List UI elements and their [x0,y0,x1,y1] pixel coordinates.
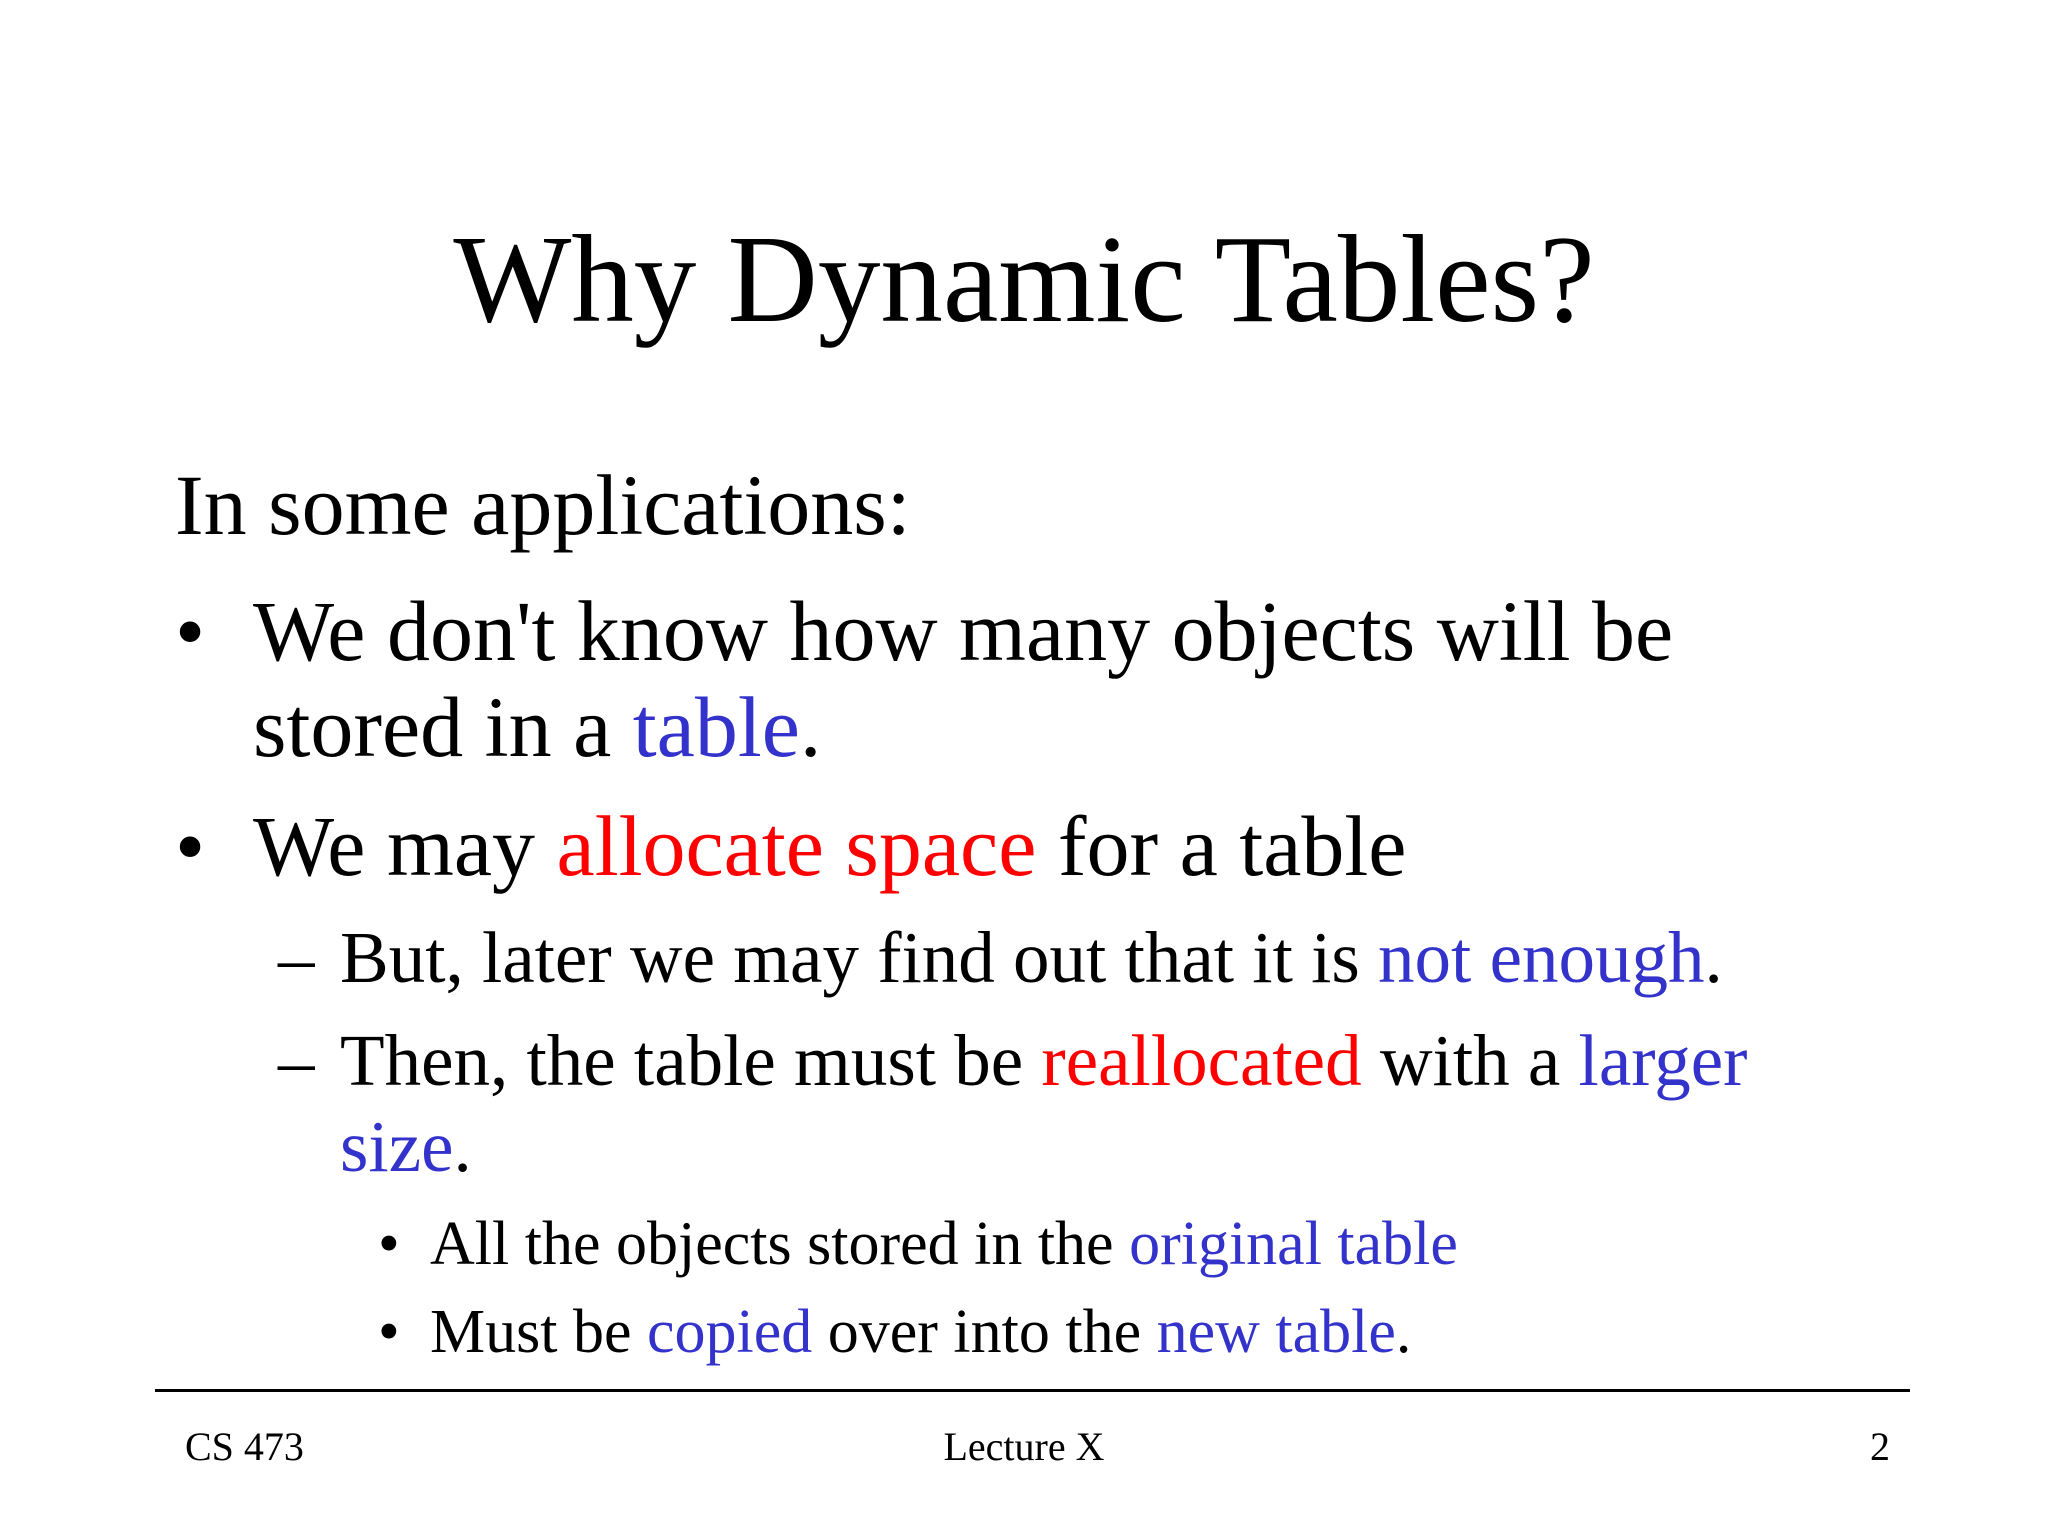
footer-page-number: 2 [1870,1424,1890,1469]
bullet-marker: • [175,583,206,679]
bullet-marker: • [378,1298,400,1366]
footer-course: CS 473 [185,1424,304,1469]
sub-sub-bullet-1 [430,1206,1458,1282]
highlight-allocate-space: allocate space [556,798,1037,894]
footer-divider [155,1389,1910,1392]
highlight-not-enough: not enough [1378,917,1705,998]
bullet-2-text: We may [253,798,557,894]
period: . [453,1106,472,1187]
dash-marker: – [278,1020,315,1101]
bullet-2 [253,798,1406,894]
highlight-larger: larger [1578,1020,1748,1101]
footer-lecture: Lecture X [943,1424,1105,1469]
highlight-size: size [340,1106,454,1187]
slide-title: Why Dynamic Tables? [453,211,1595,349]
sub-bullet-1 [340,915,1723,1001]
period: . [1704,917,1723,998]
bullet-1-text: stored in a [253,679,633,775]
bullet-2-text-end: for a table [1036,798,1407,894]
bullet-marker: • [378,1210,400,1278]
sub-bullet-1-text: But, later we may find out that it is [340,917,1379,998]
highlight-reallocated: reallocated [1041,1020,1362,1101]
sub-sub-bullet-2-text-mid: over into the [812,1298,1157,1366]
period: . [799,679,822,775]
sub-bullet-2-text: Then, the table must be [340,1020,1042,1101]
sub-sub-bullet-2-text: Must be [430,1298,647,1366]
intro-text: In some applications: [175,457,911,553]
sub-bullet-2-text-mid: with a [1361,1020,1579,1101]
bullet-marker: • [175,798,206,894]
highlight-original-table: original table [1129,1210,1458,1278]
sub-bullet-2-line-2 [340,1104,472,1190]
bullet-1-line-1: We don't know how many objects will be [253,583,1674,679]
sub-sub-bullet-1-text: All the objects stored in the [430,1210,1130,1278]
sub-bullet-2-line-1 [340,1018,1747,1104]
bullet-1-line-2 [253,679,821,775]
highlight-table: table [632,679,800,775]
sub-sub-bullet-2 [430,1294,1411,1370]
highlight-new-table: new table [1156,1298,1396,1366]
period: . [1395,1298,1412,1366]
highlight-copied: copied [647,1298,813,1366]
dash-marker: – [278,917,315,998]
